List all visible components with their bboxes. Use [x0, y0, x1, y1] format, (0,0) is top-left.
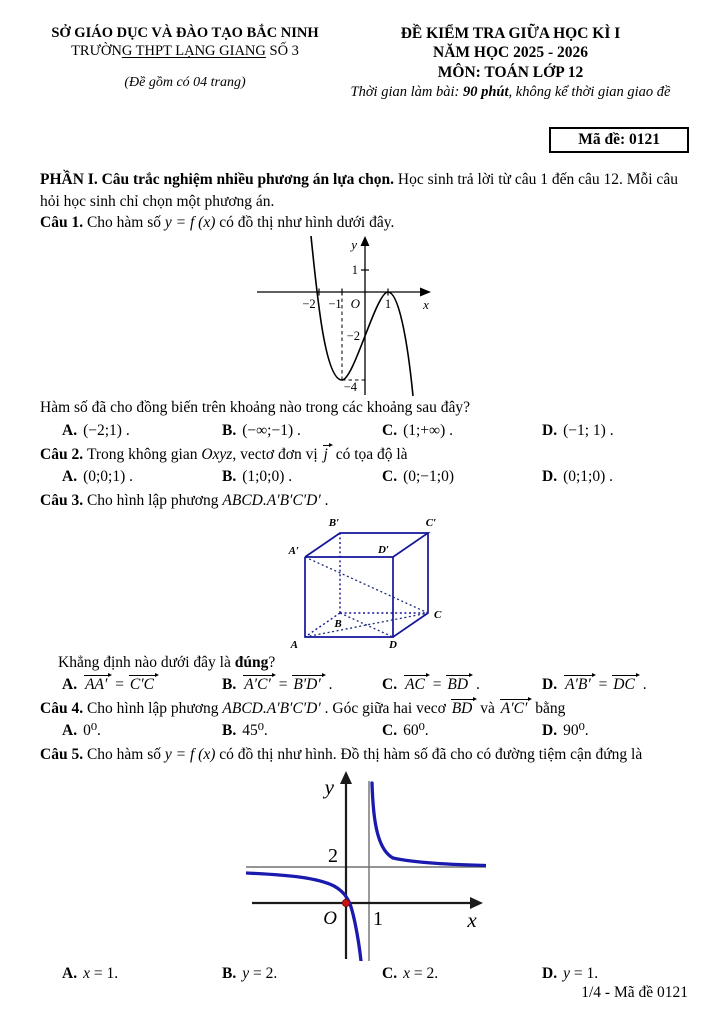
option-c: [382, 420, 542, 442]
question-1-title: Câu 1. Cho hàm số y = f (x) có đồ thị như hình dưới đây.: [40, 214, 395, 231]
option-text: 45⁰.: [242, 722, 268, 740]
option-a: [62, 420, 222, 442]
question-4-options: [40, 720, 691, 742]
tick-label-1: 1: [372, 907, 383, 930]
option-letter: B.: [222, 964, 237, 982]
option-d: [542, 466, 691, 488]
question-5-title: Câu 5. Cho hàm số y = f (x) có đồ thị như hình. Đồ thị hàm số đã cho có đường tiệm cận đứng là: [40, 746, 643, 764]
option-text: (−1; 1) .: [563, 421, 614, 439]
figure-q5: [40, 769, 691, 961]
option-letter: B.: [222, 421, 237, 439]
option-d: [542, 720, 691, 742]
option-c: [382, 466, 542, 488]
figure-q1: [40, 235, 691, 397]
option-letter: A.: [62, 675, 78, 693]
question-3-prompt: Khẳng định nào dưới đây là đúng?: [58, 653, 276, 671]
option-text: (1;0;0) .: [242, 468, 293, 486]
option-text: (−∞;−1) .: [242, 421, 301, 439]
option-text: x = 1.: [83, 964, 119, 982]
option-text: 60⁰.: [403, 722, 429, 740]
option-letter: A.: [62, 722, 78, 740]
x-axis-label: x: [422, 297, 429, 313]
school-name: TRƯỜNG THPT LẠNG GIANG SỐ 3: [71, 43, 299, 60]
option-text: AA′ = C′C: [83, 676, 158, 693]
vertex-C: C: [434, 608, 442, 621]
origin-label: O: [322, 907, 337, 929]
cubic-graph: [241, 235, 491, 397]
school-year: NĂM HỌC 2025 - 2026: [433, 44, 588, 62]
question-3-options: [40, 674, 691, 696]
origin-label: O: [350, 296, 360, 312]
option-b: [222, 963, 382, 985]
option-text: A′C′ = B′D′ .: [244, 675, 333, 693]
hyperbola-graph: [246, 769, 486, 961]
cube-figure: [278, 514, 453, 650]
option-a: [62, 674, 222, 696]
option-text: 90⁰.: [563, 722, 589, 740]
question-1-options: [40, 420, 691, 442]
option-d: [542, 674, 691, 696]
cube-hidden-edges: [305, 533, 428, 637]
option-text: (1;+∞) .: [403, 421, 453, 439]
option-letter: C.: [382, 675, 398, 693]
header-right: [330, 24, 691, 101]
option-text: (0;1;0) .: [563, 468, 614, 486]
option-letter: C.: [382, 722, 398, 740]
option-letter: A.: [62, 421, 78, 439]
asymptote-label-2: 2: [327, 844, 338, 867]
tick-label-xm2: −2: [301, 297, 316, 312]
exam-code-row: [40, 127, 689, 153]
header: [40, 24, 691, 101]
option-b: [222, 674, 382, 696]
option-a: [62, 466, 222, 488]
origin-point: [342, 899, 349, 906]
tick-label-ym2: −2: [346, 329, 360, 344]
option-c: [382, 720, 542, 742]
page-footer: 1/4 - Mã đề 0121: [581, 984, 688, 1001]
option-text: 0⁰.: [83, 722, 101, 740]
question-4-title: Câu 4. Cho hình lập phương ABCD.A′B′C′D′ . Góc giữa hai vecơ BD và A′C′ bằng: [40, 699, 566, 717]
option-letter: D.: [542, 468, 558, 486]
vertex-B: B: [334, 617, 342, 630]
option-b: [222, 466, 382, 488]
tick-label-xm1: −1: [327, 297, 342, 312]
option-text: x = 2.: [403, 964, 439, 982]
part1-instructions: PHẦN I. Câu trắc nghiệm nhiều phương án lựa chọn. Học sinh trả lời từ câu 1 đến câu 12. Mỗi câu hỏi học sinh chỉ chọn một phương án.: [40, 171, 678, 210]
option-letter: D.: [542, 421, 558, 439]
option-letter: B.: [222, 675, 237, 693]
cubic-curve: [311, 236, 413, 396]
option-text: (0;−1;0): [403, 468, 455, 486]
vertex-Bprime: B′: [328, 516, 340, 529]
option-letter: B.: [222, 722, 237, 740]
question-2-options: [40, 466, 691, 488]
option-letter: C.: [382, 468, 398, 486]
hyperbola-right-branch: [372, 783, 486, 866]
y-axis-arrow: [360, 236, 369, 246]
option-letter: D.: [542, 675, 558, 693]
exam-title: ĐỀ KIỂM TRA GIỮA HỌC KÌ I: [400, 25, 621, 42]
tick-label-ym4: −4: [343, 380, 357, 395]
time-limit: Thời gian làm bài: 90 phút, không kể thời gian giao đề: [350, 84, 671, 101]
option-text: (0;0;1) .: [83, 468, 134, 486]
option-letter: C.: [382, 421, 398, 439]
option-text: AC = BD .: [405, 675, 480, 693]
y-axis-arrow: [340, 771, 352, 784]
vertex-Cprime: C′: [425, 516, 437, 529]
vertex-D: D: [389, 638, 397, 650]
pages-note: (Đề gồm có 04 trang): [124, 75, 246, 91]
option-letter: A.: [62, 468, 78, 486]
question-5-options: [40, 963, 691, 985]
tick-label-y1: 1: [351, 263, 358, 278]
option-letter: D.: [542, 964, 558, 982]
question-2-title: Câu 2. Trong không gian Oxyz, vectơ đơn vị j có tọa độ là: [40, 445, 408, 463]
vertex-Dprime: D′: [377, 543, 389, 556]
option-text: A′B′ = DC .: [565, 675, 647, 693]
option-c: [382, 963, 542, 985]
option-b: [222, 720, 382, 742]
exam-code-box: Mã đề: 0121: [549, 127, 689, 153]
question-1-prompt: Hàm số đã cho đồng biến trên khoảng nào trong các khoảng sau đây?: [40, 399, 470, 417]
cube-solid-edges: [305, 533, 428, 637]
option-d: [542, 963, 691, 985]
x-axis-arrow: [420, 288, 431, 297]
header-left: [40, 24, 330, 101]
option-d: [542, 420, 691, 442]
option-letter: D.: [542, 722, 558, 740]
option-a: [62, 963, 222, 985]
option-text: (−2;1) .: [83, 421, 130, 439]
subject: MÔN: TOÁN LỚP 12: [437, 63, 584, 81]
question-3-title: Câu 3. Cho hình lập phương ABCD.A′B′C′D′ .: [40, 492, 329, 510]
option-a: [62, 720, 222, 742]
y-axis-label: y: [350, 237, 357, 253]
option-letter: C.: [382, 964, 398, 982]
vertex-Aprime: A′: [288, 544, 299, 557]
option-letter: B.: [222, 468, 237, 486]
option-b: [222, 420, 382, 442]
option-text: y = 2.: [242, 964, 278, 982]
figure-q3: [40, 514, 691, 650]
hyperbola-left-branch: [246, 873, 361, 961]
y-axis-label: y: [324, 774, 334, 799]
tick-label-x1: 1: [384, 297, 391, 312]
option-c: [382, 674, 542, 696]
option-text: y = 1.: [563, 964, 599, 982]
department-name: SỞ GIÁO DỤC VÀ ĐÀO TẠO BẮC NINH: [51, 25, 319, 41]
vertex-A: A: [290, 638, 298, 650]
option-letter: A.: [62, 964, 78, 982]
x-axis-label: x: [466, 907, 477, 932]
